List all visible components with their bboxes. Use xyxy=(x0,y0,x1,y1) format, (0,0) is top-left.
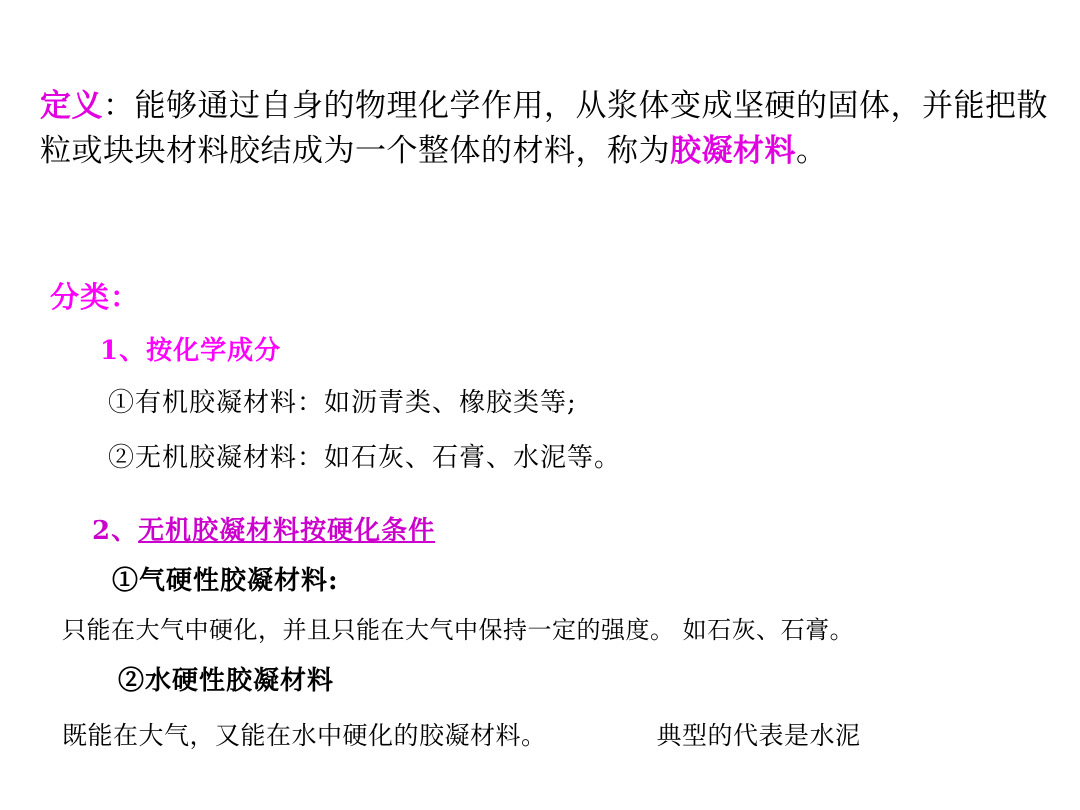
classification-heading: 分类： xyxy=(50,280,141,314)
section-1-item-1: ①有机胶凝材料：如沥青类、橡胶类等; xyxy=(108,388,577,418)
definition-body: 能够通过自身的物理化学作用，从浆体变成坚硬的固体，并能把散粒或块块材料胶结成为一个整体的材料，称为 xyxy=(40,88,1048,169)
section-1-item-2: ②无机胶凝材料：如石灰、石膏、水泥等。 xyxy=(108,443,622,473)
definition-paragraph xyxy=(40,84,1050,174)
section-2-title-text: 无机胶凝材料按硬化条件 xyxy=(138,516,436,546)
section-2-body-2-left: 既能在大气，又能在水中硬化的胶凝材料。 xyxy=(62,721,547,750)
section-2-body-2 xyxy=(62,716,1042,752)
section-2-item-2: ②水硬性胶凝材料 xyxy=(118,666,335,696)
definition-colon: ： xyxy=(103,88,135,124)
section-2-number: 2、 xyxy=(92,516,139,546)
definition-label: 定义 xyxy=(40,88,103,124)
section-2-body-1: 只能在大气中硬化，并且只能在大气中保持一定的强度。 如石灰、石膏。 xyxy=(62,616,855,644)
section-1-title: 1、按化学成分 xyxy=(100,336,282,366)
section-2-body-2-right: 典型的代表是水泥 xyxy=(656,721,861,750)
section-2-item-1: ①气硬性胶凝材料: xyxy=(112,566,339,596)
definition-end-punctuation: 。 xyxy=(796,132,828,169)
section-2-title xyxy=(92,510,435,547)
definition-highlight-term: 胶凝材料 xyxy=(670,132,796,169)
